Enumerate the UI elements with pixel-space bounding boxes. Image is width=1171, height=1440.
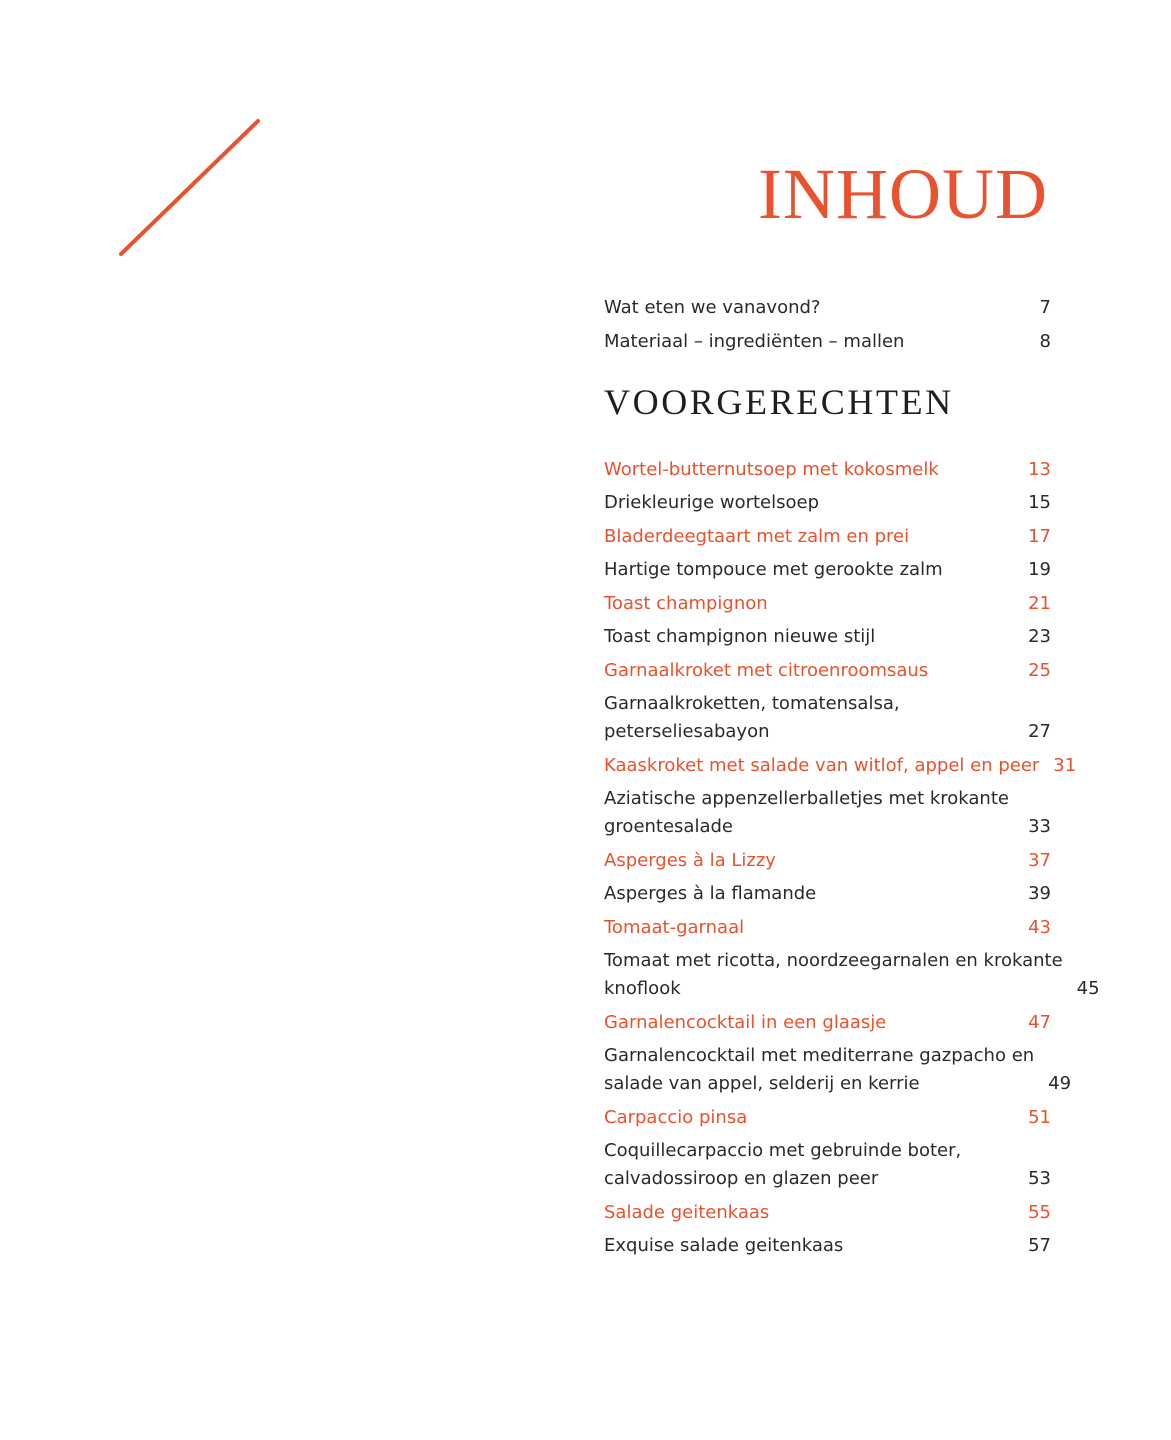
table-of-contents (604, 294, 1100, 1266)
toc-entry-title-line: Garnalencocktail met mediterrane gazpacho en (604, 1045, 1035, 1066)
toc-entry-title: Bladerdeegtaart met zalm en prei (604, 525, 910, 547)
toc-entry-title (604, 690, 1028, 746)
toc-entry-page: 19 (1028, 559, 1051, 580)
toc-entry[interactable] (604, 294, 1051, 322)
toc-entry-page: 15 (1028, 492, 1051, 513)
toc-entry-title: Toast champignon (604, 592, 768, 614)
toc-entry-page: 8 (1039, 330, 1051, 352)
toc-entry[interactable] (604, 1199, 1051, 1227)
toc-entry-title-line: Aziatische appenzellerballetjes met krokante (604, 788, 1009, 809)
toc-entry-page: 43 (1028, 916, 1051, 938)
toc-entry-page: 37 (1028, 849, 1051, 871)
toc-entry[interactable] (604, 1009, 1051, 1037)
toc-entry-title: Materiaal – ingrediënten – mallen (604, 330, 905, 352)
toc-entry-title-line: Coquillecarpaccio met gebruinde boter, (604, 1140, 962, 1161)
toc-entry-title: Asperges à la Lizzy (604, 849, 776, 871)
toc-entry[interactable] (604, 785, 1051, 841)
toc-entry-title: Toast champignon nieuwe stijl (604, 626, 876, 647)
toc-entry-page: 23 (1028, 626, 1051, 647)
toc-entry-page: 25 (1028, 659, 1051, 681)
toc-entry-title: Wat eten we vanavond? (604, 297, 821, 318)
toc-entry[interactable] (604, 1104, 1051, 1132)
toc-entry-title (604, 1137, 1028, 1193)
toc-entry-title (604, 1042, 1048, 1098)
toc-entry-title: Driekleurige wortelsoep (604, 492, 820, 513)
toc-entry[interactable] (604, 590, 1051, 618)
toc-entry-title: Salade geitenkaas (604, 1201, 770, 1223)
toc-entry-title: Garnalencocktail in een glaasje (604, 1011, 887, 1033)
toc-entry-page: 57 (1028, 1235, 1051, 1256)
toc-entry-page: 49 (1048, 1073, 1072, 1094)
toc-entry-page: 55 (1028, 1201, 1051, 1223)
toc-entry-title-line: calvadossiroop en glazen peer (604, 1168, 879, 1189)
toc-entry[interactable] (604, 1042, 1072, 1098)
toc-entry-page: 45 (1076, 978, 1100, 999)
toc-entry[interactable] (604, 556, 1051, 584)
toc-entry-title-line: salade van appel, selderij en kerrie (604, 1073, 920, 1094)
toc-entry-title-line: groentesalade (604, 816, 733, 837)
toc-entry[interactable] (604, 690, 1051, 746)
toc-entry[interactable] (604, 947, 1100, 1003)
toc-entry-title (604, 947, 1077, 1003)
toc-entry-page: 21 (1028, 592, 1051, 614)
page-title: INHOUD (758, 154, 1048, 234)
toc-entry[interactable] (604, 1232, 1051, 1260)
toc-entry-page: 51 (1028, 1106, 1051, 1128)
toc-entry[interactable] (604, 523, 1051, 551)
toc-entry-title: Hartige tompouce met gerookte zalm (604, 559, 943, 580)
toc-entry-title: Asperges à la flamande (604, 883, 817, 904)
toc-entry-page: 27 (1028, 721, 1051, 742)
toc-entry-page: 39 (1028, 883, 1051, 904)
toc-entry-title-line: knoflook (604, 978, 681, 999)
toc-entry[interactable] (604, 623, 1051, 651)
toc-entry-title: Tomaat-garnaal (604, 916, 745, 938)
section-entry-list (604, 456, 1100, 1261)
toc-entry-title: Exquise salade geitenkaas (604, 1235, 844, 1256)
section-heading: VOORGERECHTEN (604, 381, 954, 422)
toc-entry-title: Garnaalkroket met citroenroomsaus (604, 659, 929, 681)
toc-entry[interactable] (604, 456, 1051, 484)
toc-entry-page: 7 (1039, 297, 1051, 318)
toc-entry-title: Carpaccio pinsa (604, 1106, 748, 1128)
toc-entry-title-line: Tomaat met ricotta, noordzeegarnalen en krokante (604, 950, 1063, 971)
toc-entry[interactable] (604, 880, 1051, 908)
toc-entry-page: 53 (1028, 1168, 1051, 1189)
toc-entry[interactable] (604, 1137, 1051, 1193)
toc-entry-title (604, 785, 1028, 841)
toc-entry-title: Kaaskroket met salade van witlof, appel en peer (604, 754, 1040, 776)
toc-entry[interactable] (604, 328, 1051, 356)
toc-entry-page: 47 (1028, 1011, 1051, 1033)
toc-entry[interactable] (604, 752, 1077, 780)
toc-entry-title-line: peterseliesabayon (604, 721, 770, 742)
toc-entry[interactable] (604, 489, 1051, 517)
toc-entry[interactable] (604, 914, 1051, 942)
toc-entry-title: Wortel-butternutsoep met kokosmelk (604, 458, 939, 480)
toc-entry-page: 13 (1028, 458, 1051, 480)
decorative-slash-line (0, 0, 300, 280)
toc-entry-page: 17 (1028, 525, 1051, 547)
toc-entry[interactable] (604, 657, 1051, 685)
toc-entry-page: 31 (1053, 754, 1077, 776)
toc-entry-page: 33 (1028, 816, 1051, 837)
toc-entry[interactable] (604, 847, 1051, 875)
toc-entry-title-line: Garnaalkroketten, tomatensalsa, (604, 693, 900, 714)
